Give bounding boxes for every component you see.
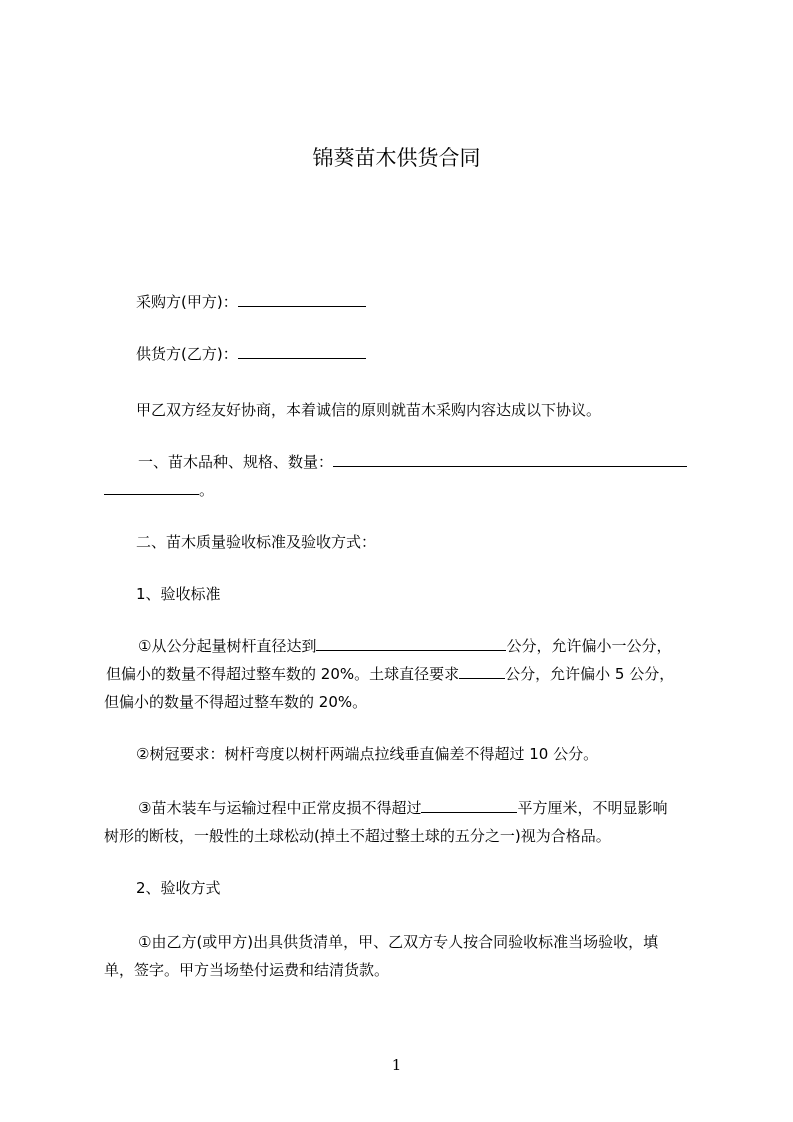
item2-paragraph: ②树冠要求：树杆弯度以树杆两端点拉线垂直偏差不得超过 10 公分。: [136, 745, 599, 763]
item1-line2: [106, 664, 674, 684]
section2-heading: 二、苗木质量验收标准及验收方式：: [136, 533, 377, 551]
trunk-diameter-blank[interactable]: [316, 636, 506, 651]
section1-line2: [104, 480, 214, 500]
buyer-line: [136, 292, 366, 312]
item1-line1: [138, 636, 671, 656]
item3-text-a: ③苗木装车与运输过程中正常皮损不得超过: [138, 799, 422, 817]
item1-line2-text-a: 但偏小的数量不得超过整车数的 20%。土球直径要求: [106, 665, 460, 683]
sub-heading-method: 2、验收方式: [136, 879, 221, 897]
sub-heading-standards: 1、验收标准: [136, 585, 221, 603]
buyer-label: 采购方(甲方)：: [136, 293, 238, 311]
supplier-blank[interactable]: [238, 344, 366, 359]
item4-line2: 单，签字。甲方当场垫付运费和结清货款。: [104, 961, 390, 979]
section1-blank-cont[interactable]: [104, 480, 199, 495]
supplier-label: 供货方(乙方)：: [136, 345, 238, 363]
page-number: 1: [391, 1056, 402, 1074]
section1-blank[interactable]: [333, 452, 687, 467]
intro-paragraph: 甲乙双方经友好协商，本着诚信的原则就苗木采购内容达成以下协议。: [136, 401, 602, 419]
supplier-line: [136, 344, 366, 364]
section1-line1: [138, 452, 687, 472]
section1-heading: 一、苗木品种、规格、数量：: [138, 453, 334, 471]
page-title: 锦葵苗木供货合同: [312, 146, 481, 170]
section1-end: 。: [199, 481, 215, 499]
item3-line2: 树形的断枝，一般性的土球松动(掉土不超过整土球的五分之一)视为合格品。: [104, 827, 611, 845]
item1-line2-text-b: 公分，允许偏小 5 公分，: [505, 665, 675, 683]
bark-damage-blank[interactable]: [421, 798, 517, 813]
item3-line1: [138, 798, 667, 818]
item3-text-b: 平方厘米，不明显影响: [517, 799, 668, 817]
root-ball-blank[interactable]: [459, 664, 505, 679]
buyer-blank[interactable]: [238, 292, 366, 307]
item1-text-a: ①从公分起量树杆直径达到: [138, 637, 317, 655]
item1-line3: 但偏小的数量不得超过整车数的 20%。: [104, 693, 368, 711]
item1-text-b: 公分，允许偏小一公分，: [506, 637, 672, 655]
item4-line1: ①由乙方(或甲方)出具供货清单，甲、乙双方专人按合同验收标准当场验收，填: [138, 933, 659, 951]
